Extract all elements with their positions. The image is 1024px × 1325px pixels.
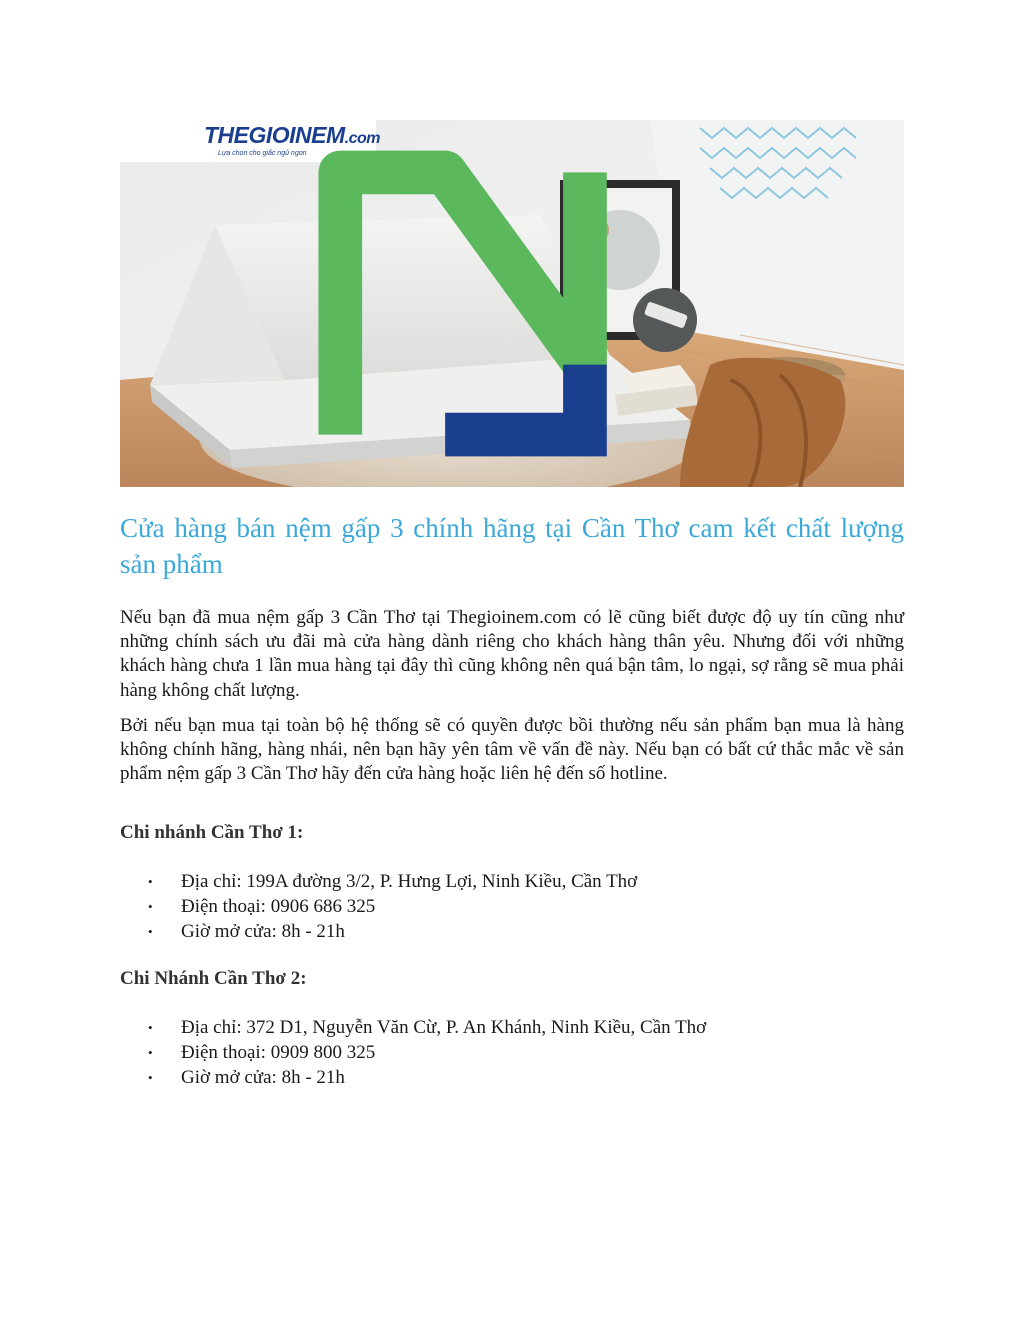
list-item-hours: • Giờ mở cửa: 8h - 21h [148, 1067, 345, 1088]
article-heading: Cửa hàng bán nệm gấp 3 chính hãng tại Cần Thơ cam kết chất lượng sản phẩm [120, 513, 904, 579]
bullet-icon: • [148, 899, 153, 914]
branch-2-title: Chi Nhánh Cần Thơ 2: [120, 968, 307, 989]
bullet-icon: • [148, 874, 153, 889]
list-item-address: • Địa chỉ: 199A đường 3/2, P. Hưng Lợi, Ninh Kiều, Cần Thơ [148, 871, 638, 892]
branch-1-title: Chi nhánh Cần Thơ 1: [120, 822, 304, 843]
logo-tagline: Lựa chọn cho giấc ngủ ngon [218, 150, 307, 157]
branch-1-info-list [120, 869, 637, 944]
list-item-address: • Địa chỉ: 372 D1, Nguyễn Văn Cừ, P. An Khánh, Ninh Kiều, Cần Thơ [148, 1017, 707, 1038]
branch-2-info-list [120, 1015, 706, 1090]
bullet-icon: • [148, 1045, 153, 1060]
hero-product-image [120, 120, 904, 487]
bullet-icon: • [148, 924, 153, 939]
intro-paragraph: Nếu bạn đã mua nệm gấp 3 Cần Thơ tại Thegioinem.com có lẽ cũng biết được độ uy tín cũng như những chính sách ưu đãi mà cửa hàng dành riêng cho khách hàng thân yêu. Nhưng đối với những khách hàng chưa 1 lần mua hàng tại đây thì cũng không nên quá bận tâm, lo ngại, sợ rằng sẽ mua phải hàng không chất lượng. [120, 607, 904, 701]
list-item-hours: • Giờ mở cửa: 8h - 21h [148, 921, 345, 942]
list-item-phone: • Điện thoại: 0906 686 325 [148, 896, 376, 917]
brand-logo [120, 120, 381, 162]
logo-mark-icon [158, 120, 904, 487]
bullet-icon: • [148, 1070, 153, 1085]
bullet-icon: • [148, 1020, 153, 1035]
list-item-phone: • Điện thoại: 0909 800 325 [148, 1042, 376, 1063]
logo-wordmark: THEGIOINEM.com [204, 122, 381, 148]
guarantee-paragraph: Bởi nếu bạn mua tại toàn bộ hệ thống sẽ có quyền được bồi thường nếu sản phẩm bạn mua là hàng không chính hãng, hàng nhái, nên bạn hãy yên tâm về vấn đề này. Nếu bạn có bất cứ thắc mắc về sản phẩm nệm gấp 3 Cần Thơ hãy đến cửa hàng hoặc liên hệ đến số hotline. [120, 715, 904, 785]
